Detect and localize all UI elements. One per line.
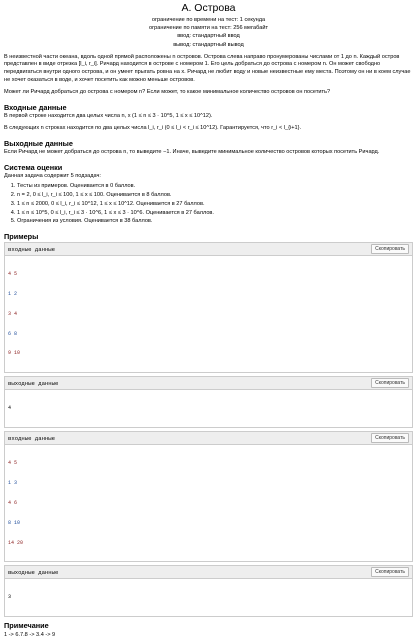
memory-limit: ограничение по памяти на тест: 256 мегабайт xyxy=(148,25,269,32)
legend-question: Может ли Ричард добраться до острова с номером n? Если может, то какое минимальное количество островов он посетить? xyxy=(4,89,331,96)
legend-paragraph: В неизвестной части океана, вдоль одной прямой расположены n островов. Острова слева направо пронумерованы числами от 1 до n. Каждый остров представлен в виде отрезка [l_i, r_i]. Ричард находится в острове с номером 1. Его цель добраться до острова с номером n. Он может свободно передвигаться внутри одного острова, и он умеет прыгать ровна на x. Ричард не любит воду и новые неизвестные ему места. Поэтому он ни в коем случае не хочет оказаться в воде, и хочет посетить как можно меньше островов. xyxy=(4,53,411,83)
problem-limits xyxy=(4,16,413,49)
problem-title: A. Острова xyxy=(181,2,236,14)
copy-button[interactable]: Скопировать xyxy=(371,378,409,388)
subtask-item: 1. Тесты из примеров. Оценивается в 0 баллов. xyxy=(17,182,413,191)
sample-line: 8 10 xyxy=(8,519,21,526)
sample-input-label: входные данные xyxy=(8,434,55,442)
sample-line: 4 5 xyxy=(8,460,18,467)
time-limit: ограничение по времени на тест: 1 секунда xyxy=(151,17,266,23)
sample-input-body xyxy=(5,445,412,561)
subtask-list xyxy=(4,182,413,226)
subtask-item: 4. 1 ≤ n ≤ 10^5, 0 ≤ l_i, r_i ≤ 3 · 10^6, 1 ≤ x ≤ 3 · 10^6. Оценивается в 27 баллов. xyxy=(17,209,413,218)
subtask-item: 3. 1 ≤ n ≤ 2000, 0 ≤ l_i, r_i ≤ 10^12, 1 ≤ x ≤ 10^12. Оценивается в 27 баллов. xyxy=(17,200,413,209)
sample-output-label: выходные данные xyxy=(8,379,59,387)
copy-button[interactable]: Скопировать xyxy=(371,567,409,577)
sample-line: 1 2 xyxy=(8,291,18,298)
sample-line: 3 4 xyxy=(8,310,18,317)
output-text: Если Ричард не может добраться до острова n, то выведите −1. Иначе, выведите минимальное количество островов которых посетить Ричард. xyxy=(4,148,380,155)
sample-header xyxy=(5,377,412,390)
subtask-item: 5. Ограничения из условия. Оценивается в 38 баллов. xyxy=(17,217,413,226)
sample-line: 14 20 xyxy=(8,539,24,546)
input-line-2: В следующих n строках находится по два целых числа l_i, r_i (0 ≤ l_i < r_i ≤ 10^12). Гарантируется, что r_i < l_{i+1}. xyxy=(4,125,302,132)
example-2-input xyxy=(4,431,413,562)
sample-output-label: выходные данные xyxy=(8,568,59,576)
scoring-heading: Система оценки xyxy=(4,162,63,172)
example-1-output xyxy=(4,376,413,428)
example-2-output xyxy=(4,565,413,617)
sample-header xyxy=(5,243,412,256)
copy-button[interactable]: Скопировать xyxy=(371,244,409,254)
sample-header xyxy=(5,432,412,445)
input-heading: Входные данные xyxy=(4,102,67,112)
sample-input-body xyxy=(5,256,412,372)
sample-output-body xyxy=(5,579,412,616)
subtask-item: 2. n = 2, 0 ≤ l_i, r_i ≤ 100, 1 ≤ x ≤ 100. Оценивается в 8 баллов. xyxy=(17,191,413,200)
sample-output-body xyxy=(5,390,412,427)
sample-header xyxy=(5,566,412,579)
scoring-intro: Данная задача содержит 5 подзадач: xyxy=(4,172,101,179)
sample-line: 3 xyxy=(8,594,12,601)
output-heading: Выходные данные xyxy=(4,138,73,148)
sample-line: 4 xyxy=(8,405,12,412)
sample-input-label: входные данные xyxy=(8,245,55,253)
sample-line: 1 3 xyxy=(8,480,18,487)
copy-button[interactable]: Скопировать xyxy=(371,433,409,443)
note-heading: Примечание xyxy=(4,621,49,631)
output-file: вывод: стандартный вывод xyxy=(173,41,244,48)
note-text: 1 -> 6.7.8 -> 3.4 -> 9 xyxy=(4,632,56,639)
example-1-input xyxy=(4,242,413,373)
input-line-1: В первой строке находится два целых числа n, x (1 ≤ n ≤ 3 · 10^5, 1 ≤ x ≤ 10^12). xyxy=(4,112,213,119)
input-file: ввод: стандартный ввод xyxy=(177,33,240,40)
sample-line: 4 6 xyxy=(8,499,18,506)
sample-line: 6 8 xyxy=(8,330,18,337)
sample-line: 4 5 xyxy=(8,271,18,278)
sample-line: 9 10 xyxy=(8,350,21,357)
examples-heading: Примеры xyxy=(4,232,39,242)
